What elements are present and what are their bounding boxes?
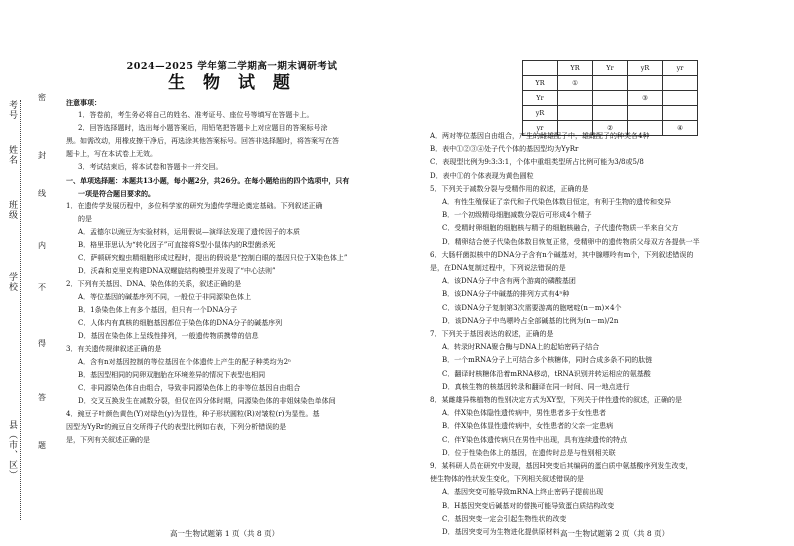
punnett-table	[522, 60, 698, 136]
question-stem: 6．大肠杆菌拟核中的DNA分子含有n个碱基对，其中腺嘌呤有m个，下列叙述错误的	[430, 250, 694, 259]
note-line: 题卡上，写在本试卷上无效。	[66, 150, 157, 158]
table-cell: ①	[558, 76, 593, 91]
option: C．受精时卵细胞的细胞核与精子的细胞核融合，子代遗传物质一半来自父方	[442, 224, 679, 233]
option: C．萨顿研究蝗虫精细胞形成过程时，提出的假说是“控制白眼的基因只位于X染色体上”	[78, 254, 348, 262]
question-stem: 9．某科研人员在研究中发现，基因H突变后其编码的蛋白质中氨基酸序列发生改变，	[430, 462, 693, 471]
note-line: 2．回答选择题时，选出每小题答案后，用铅笔把答题卡上对应题目的答案标号涂	[78, 124, 328, 132]
table-header-cell: Yr	[593, 61, 628, 76]
option: D．沃森和克里克构建DNA双螺旋结构模型并发现了“中心法则”	[78, 267, 276, 275]
table-cell: ②	[593, 121, 628, 136]
question-stem-cont: 因型为YyRr的豌豆自交所得子代的表型比例如右表，下列分析错误的是	[66, 423, 287, 431]
option: A．孟德尔以豌豆为实验材料，运用假说—演绎法发现了遗传因子的本质	[78, 228, 301, 236]
option: A．等位基因的碱基序列不同，一般位于非同源染色体上	[78, 293, 252, 301]
seal-char: 不	[38, 283, 46, 292]
option: A．该DNA分子中含有两个游离的磷酸基团	[442, 277, 576, 286]
fill-line	[20, 100, 21, 520]
table-cell: yr	[523, 121, 558, 136]
option: C．非同源染色体自由组合，导致非同源染色体上的非等位基因自由组合	[78, 384, 301, 392]
county-label: 县（市、区）	[7, 420, 17, 480]
question-stem-cont: 是，下列有关叙述正确的是	[66, 436, 150, 444]
seal-char: 得	[38, 339, 46, 348]
footer-left: 高一生物试题第 1 页（共 8 页）	[170, 529, 280, 538]
option: D．表中①的个体表现为黄色圆粒	[430, 171, 534, 180]
option: D．交叉互换发生在减数分裂，但仅在四分体时期，同源染色体的非姐妹染色单体间	[78, 397, 336, 405]
binding-margin	[0, 0, 50, 546]
option: B．基因型相同的同卵双胞胎在环境差异的情况下表型也相同	[78, 371, 266, 379]
table-row	[523, 106, 698, 121]
paper-title: 生 物 试 题	[168, 73, 296, 93]
option: C．该DNA分子复制第3次需要游离的胞嘧啶(n－m)×4个	[442, 303, 622, 312]
seal-char: 封	[38, 151, 46, 160]
question-stem: 4．豌豆子叶颜色黄色(Y)对绿色(y)为显性，种子形状圆粒(R)对皱粒(r)为显性。基	[66, 410, 320, 418]
option: D．基因在染色体上呈线性排列，一般遗传物质携带的信息	[78, 332, 259, 340]
question-stem: 8．某雌雄异株植物的性别决定方式为XY型，下列关于伴性遗传的叙述，正确的是	[430, 396, 683, 405]
option: A．基因突变可能导致mRNA上终止密码子提前出现	[442, 488, 604, 497]
note-line: 3．考试结束后，将本试卷和答题卡一并交回。	[78, 163, 223, 171]
exam-header: 2024—2025 学年第二学期高一期末调研考试	[126, 61, 338, 72]
table-row	[523, 91, 698, 106]
question-stem-cont: 的是	[78, 215, 92, 223]
option: C．人体内有真核的细胞基因都位于染色体的DNA分子的碱基序列	[78, 319, 283, 327]
table-row	[523, 76, 698, 91]
option: D．该DNA分子中鸟嘌呤占全部碱基的比例为(n－m)/2n	[442, 316, 619, 325]
option: A．有性生殖保证了亲代和子代染色体数目恒定，有利于生物的遗传和变异	[442, 198, 672, 207]
table-cell: ③	[628, 91, 663, 106]
option: B．伴X染色体显性遗传病中，女性患者的父亲一定患病	[442, 422, 614, 431]
table-header-cell: yR	[628, 61, 663, 76]
table-cell: yR	[523, 106, 558, 121]
table-cell	[628, 106, 663, 121]
option: B．该DNA分子中碱基的排列方式有4ⁿ种	[442, 290, 570, 299]
option: A．伴X染色体隐性遗传病中，男性患者多于女性患者	[442, 409, 607, 418]
table-cell	[593, 106, 628, 121]
seal-char: 答	[38, 393, 46, 402]
table-cell	[663, 76, 698, 91]
table-cell	[663, 91, 698, 106]
name-label: 姓名	[7, 145, 17, 165]
table-cell	[558, 91, 593, 106]
question-stem: 3．有关遗传规律叙述正确的是	[66, 345, 162, 353]
option: D．精卵结合使子代染色体数目恢复正常，受精卵中的遗传物质父母双方各提供一半	[442, 237, 700, 246]
table-header-cell: yr	[663, 61, 698, 76]
option: C．伴Y染色体遗传病只在男性中出现，具有连续遗传的特点	[442, 435, 627, 444]
option: A．含有n对基因控制的等位基因在个体遗传上产生的配子种类均为2ⁿ	[78, 358, 292, 366]
question-stem: 7．下列关于基因表达的叙述，正确的是	[430, 330, 554, 339]
option: B．1条染色体上有多个基因，但只有一个DNA分子	[78, 306, 238, 314]
seal-char: 内	[38, 241, 46, 250]
table-cell	[593, 76, 628, 91]
table-header-cell: YR	[558, 61, 593, 76]
option: C．翻译时核糖体沿着mRNA移动，tRNA识别并转运相应的氨基酸	[442, 369, 651, 378]
table-cell	[593, 91, 628, 106]
option: B．表中①②③④处子代个体的基因型均为YyRr	[430, 145, 579, 154]
right-column	[430, 130, 782, 539]
question-stem: 2．下列有关基因、DNA、染色体的关系，叙述正确的是	[66, 280, 242, 288]
option: B．格里菲思认为“转化因子”可直接将S型小鼠体内的R型菌杀死	[78, 241, 276, 249]
note-line: 黑。如需改动，用橡皮擦干净后，再选涂其他答案标号。回答非选择题时，将答案写在答	[66, 137, 339, 145]
school-label: 学校	[7, 272, 17, 292]
table-cell: YR	[523, 76, 558, 91]
exam-number-label: 考号	[7, 100, 17, 120]
option: D．位于性染色体上的基因，在遗传时总是与性别相关联	[442, 448, 616, 457]
option: D．真核生物的核基因转录和翻译在同一时间、同一地点进行	[442, 382, 630, 391]
footer-right: 高一生物试题第 2 页（共 8 页）	[560, 529, 670, 538]
seal-char: 题	[38, 441, 46, 450]
table-header-row	[523, 61, 698, 76]
section-heading: 一、单项选择题：本题共13小题，每小题2分，共26分。在每小题给出的四个选项中，只有	[66, 176, 350, 185]
option: D．基因突变可为生物进化提供原材料	[442, 528, 560, 537]
option: B．一个初级精母细胞减数分裂后可形成4个精子	[442, 211, 592, 220]
question-stem-cont: 使生物体的性状发生变化，下列相关叙述错误的是	[430, 475, 584, 484]
table-cell	[663, 106, 698, 121]
seal-char: 线	[38, 189, 46, 198]
note-line: 1．答卷前，考生务必将自己的姓名、准考证号、座位号等填写在答题卡上。	[78, 111, 314, 119]
section-heading-cont: 一项是符合题目要求的。	[78, 189, 155, 198]
option: C．表现型比例为9:3:3:1，个体中重组类型所占比例可能为3/8或5/8	[430, 158, 644, 167]
table-header-cell	[523, 61, 558, 76]
table-cell: ④	[663, 121, 698, 136]
option: B．一个mRNA分子上可结合多个核糖体，同时合成多条不同的肽链	[442, 356, 653, 365]
option: C．基因突变一定会引起生物性状的改变	[442, 514, 567, 523]
notes-heading: 注意事项：	[66, 98, 101, 107]
table-cell	[628, 76, 663, 91]
option: A．转录时RNA聚合酶与DNA上的起始密码子结合	[442, 343, 600, 352]
left-column	[66, 60, 398, 447]
seal-char: 密	[38, 93, 46, 102]
option: B．H基因突变后碱基对的替换可能导致蛋白质结构改变	[442, 501, 615, 510]
question-stem: 1．在遗传学发展历程中，多位科学家的研究为遗传学理论奠定基础。下列叙述正确	[66, 202, 323, 210]
question-stem-cont: 是，在DNA复制过程中，下列说法错误的是	[430, 264, 566, 273]
option: A．两对等位基因自由组合，产生的雌雄配子中，雄雌配子的种类各4种	[430, 132, 650, 140]
question-stem: 5．下列关于减数分裂与受精作用的叙述，正确的是	[430, 184, 589, 193]
table-cell: Yr	[523, 91, 558, 106]
table-cell	[558, 106, 593, 121]
class-label: 班级	[7, 200, 17, 220]
